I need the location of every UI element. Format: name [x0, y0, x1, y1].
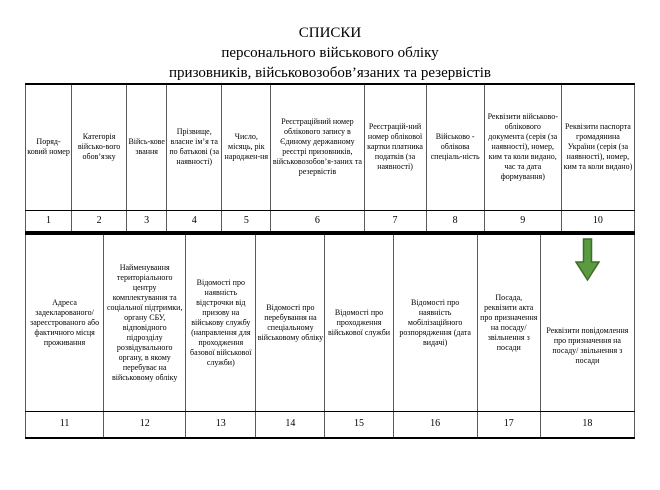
t1-col5-header: Число, місяць, рік народжен-ня	[222, 84, 271, 210]
t1-col7-header: Реєстрацій-ний номер облікової картки платника податків (за наявності)	[364, 84, 426, 210]
t1-col7-number: 7	[364, 210, 426, 232]
t2-col12-number: 12	[104, 412, 186, 438]
t2-col18-number: 18	[540, 412, 634, 438]
t1-col2-header: Категорія військо-вого обов’язку	[72, 84, 127, 210]
t1-col2-number: 2	[72, 210, 127, 232]
t2-number-row	[26, 412, 635, 438]
t2-col15-number: 15	[325, 412, 393, 438]
title-line-3: призовників, військовозобов’язаних та резервістів	[169, 65, 491, 81]
t1-number-row	[26, 210, 635, 232]
t1-col3-header: Війсь-кове звання	[127, 84, 167, 210]
t1-col10-header: Реквізити паспорта громадянина України (серія (за наявності), номер, ким та коли видано)	[561, 84, 634, 210]
t2-col13-header: Відомості про наявність відстрочки від призову на військову службу (направлення для проходження базової військової служби)	[186, 234, 256, 412]
t2-header-row	[26, 234, 635, 412]
t1-col6-header: Реєстраційний номер облікового запису в Єдиному державному реєстрі призовників, військовозобов’я-заних та резервістів	[271, 84, 364, 210]
t1-header-row	[26, 84, 635, 210]
t2-col11-header: Адреса задекларованого/ зареєстрованого або фактичного місця проживання	[26, 234, 104, 412]
t2-col17-number: 17	[477, 412, 540, 438]
t2-col14-header: Відомості про перебування на спеціальному військовому обліку	[256, 234, 325, 412]
table-columns-11-18	[25, 233, 635, 439]
t1-col1-number: 1	[26, 210, 72, 232]
t1-col3-number: 3	[127, 210, 167, 232]
t1-col4-header: Прізвище, власне ім’я та по батькові (за наявності)	[167, 84, 222, 210]
t1-col9-header: Реквізити військово-облікового документа (серія (за наявності), номер, ким та коли видано, час та дата формування)	[484, 84, 561, 210]
t1-col1-header: Поряд-ковий номер	[26, 84, 72, 210]
t2-col18-label: Реквізити повідомлення про призначення на посаду/ звільнення з посади	[546, 325, 629, 365]
t2-col14-number: 14	[256, 412, 325, 438]
title-line-1: СПИСКИ	[298, 25, 362, 41]
t1-col8-number: 8	[426, 210, 484, 232]
table-columns-1-10	[25, 83, 635, 233]
t2-col11-number: 11	[26, 412, 104, 438]
t1-col10-number: 10	[561, 210, 634, 232]
title-line-2: персонального військового обліку	[221, 45, 439, 61]
t2-col15-header: Відомості про проходження військової служби	[325, 234, 393, 412]
t1-col9-number: 9	[484, 210, 561, 232]
t2-col12-header: Найменування територіального центру комплектування та соціальної підтримки, органу СБУ, відповідного підрозділу розвідувального органу, в якому перебуває на військовому обліку	[104, 234, 186, 412]
t2-col18-header	[540, 234, 634, 412]
t2-col13-number: 13	[186, 412, 256, 438]
t1-col6-number: 6	[271, 210, 364, 232]
t2-col16-header: Відомості про наявність мобілізаційного розпорядження (дата видачі)	[393, 234, 477, 412]
green-down-arrow-icon	[575, 238, 600, 282]
document-title	[0, 0, 660, 83]
t2-col17-header: Посада, реквізити акта про призначення на посаду/ звільнення з посади	[477, 234, 540, 412]
t1-col4-number: 4	[167, 210, 222, 232]
t2-col16-number: 16	[393, 412, 477, 438]
t1-col8-header: Військово - облікова спеціаль-ність	[426, 84, 484, 210]
t1-col5-number: 5	[222, 210, 271, 232]
